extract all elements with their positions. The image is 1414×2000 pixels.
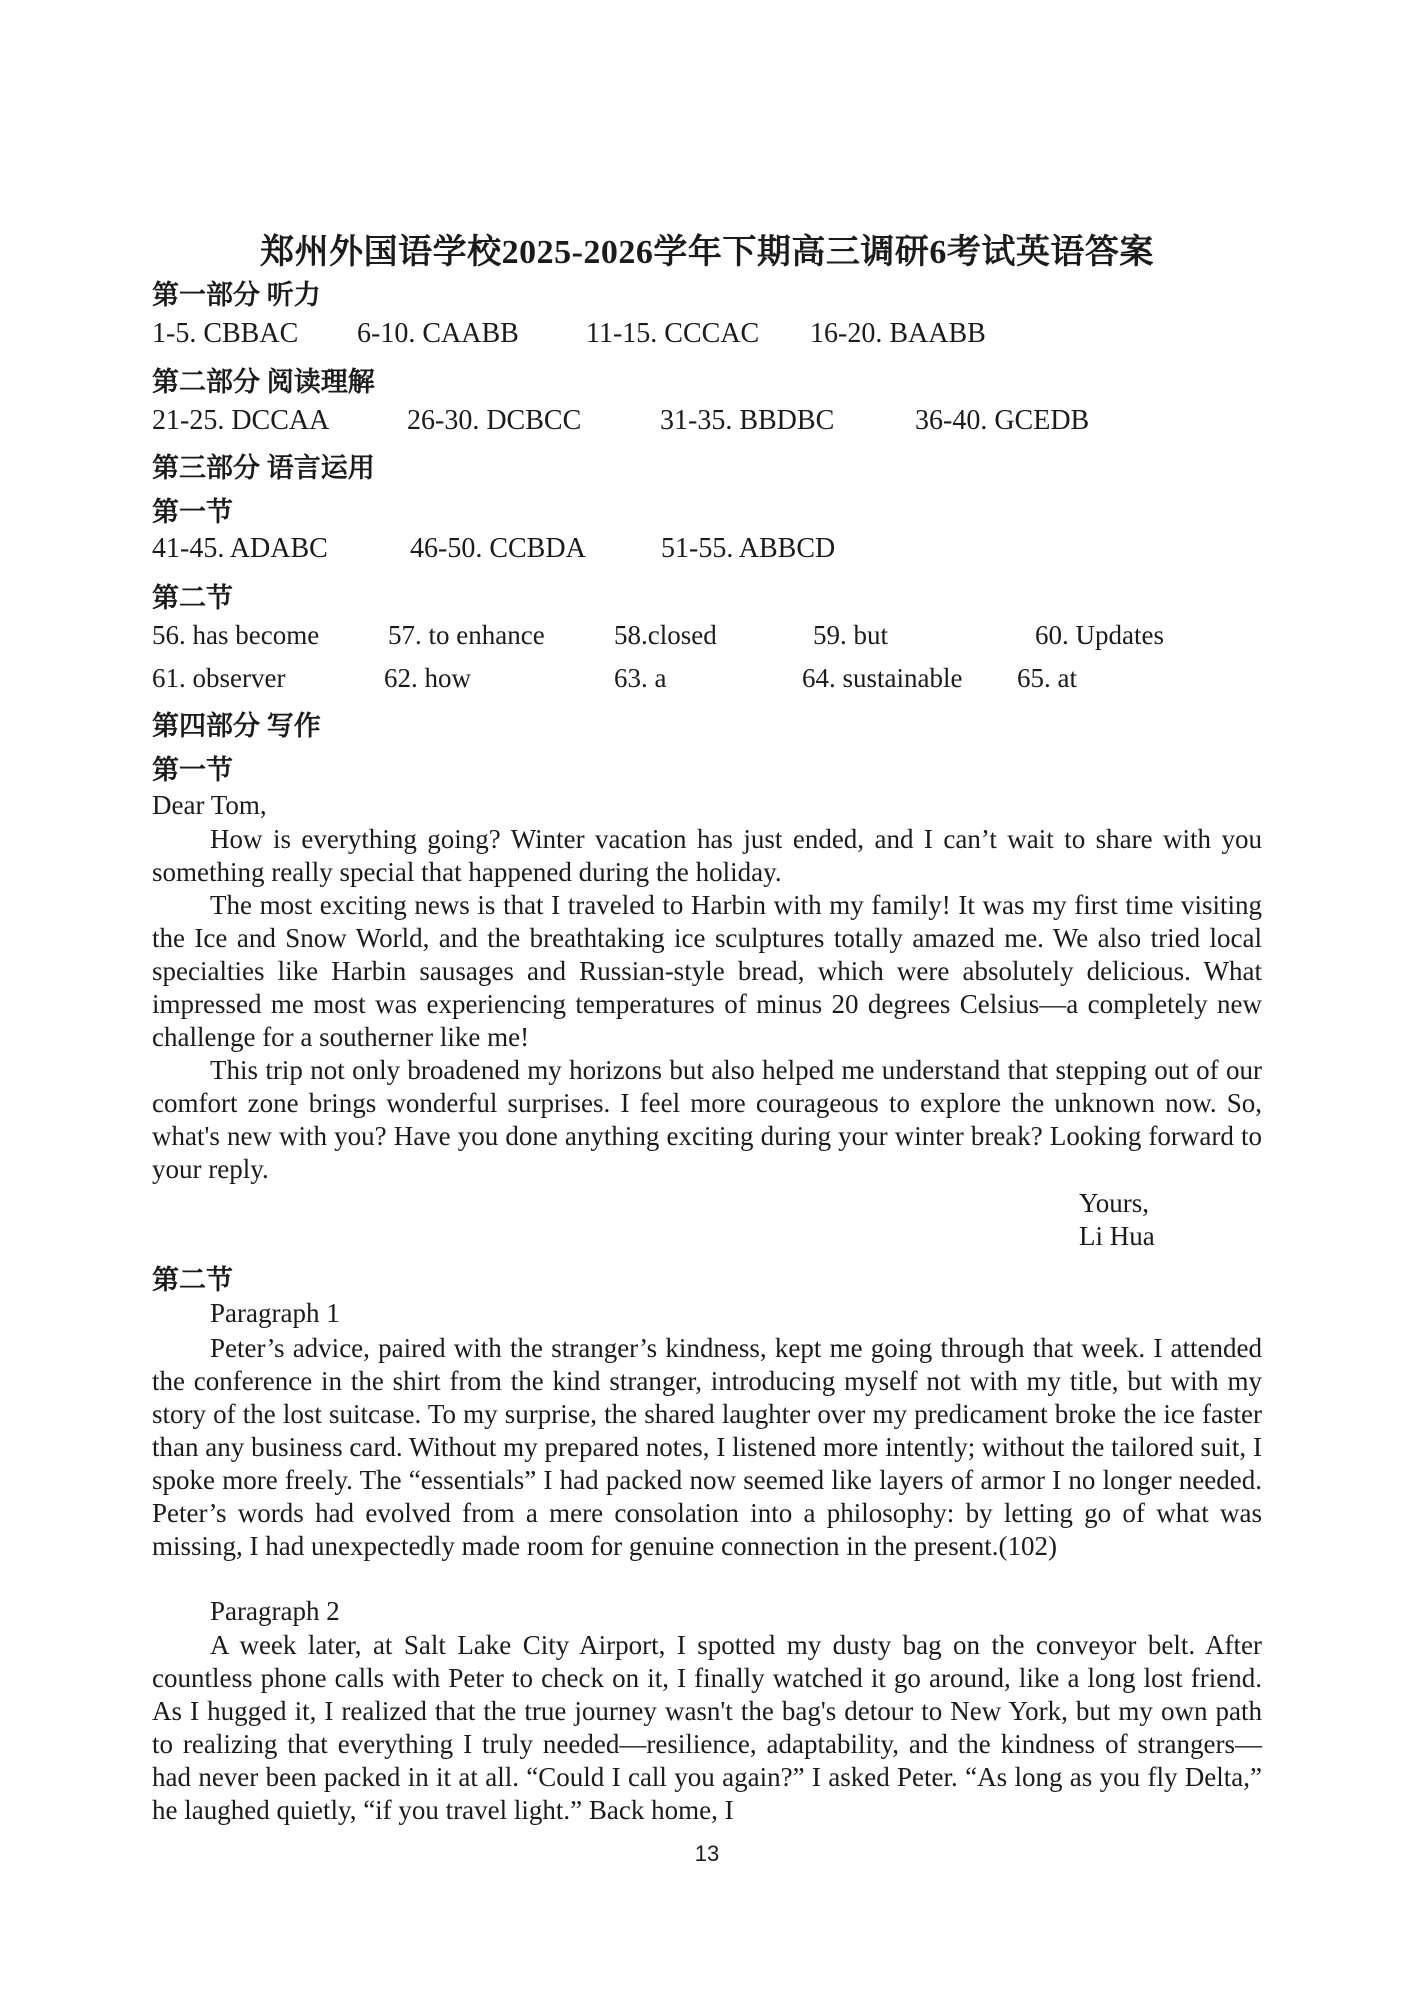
letter-paragraph: This trip not only broadened my horizons but also helped me understand that stepping out of our comfort zone brings wonderful surprises. I feel more courageous to explore the unknown now. So, what's new with you? Have you done anything exciting during your winter break? Looking forward to your reply.	[152, 1055, 1262, 1184]
part3-section2-heading: 第二节	[152, 583, 233, 613]
answer-group: 36-40. GCEDB	[915, 405, 1090, 436]
answer-item: 64. sustainable	[802, 663, 963, 693]
part1-heading: 第一部分 听力	[152, 280, 321, 310]
letter-paragraph: How is everything going? Winter vacation has just ended, and I can’t wait to share with you something really special that happened during the holiday.	[152, 824, 1262, 887]
answer-group: 26-30. DCBCC	[407, 405, 582, 436]
answer-group: 1-5. CBBAC	[152, 318, 299, 349]
answer-group: 41-45. ADABC	[152, 533, 328, 564]
answer-group: 51-55. ABBCD	[661, 533, 836, 564]
letter-signature: Li Hua	[1079, 1221, 1155, 1251]
letter-closing: Yours,	[1079, 1188, 1150, 1218]
page-title: 郑州外国语学校2025-2026学年下期高三调研6考试英语答案	[260, 234, 1154, 271]
answer-item: 60. Updates	[1035, 620, 1164, 650]
part4-heading: 第四部分 写作	[152, 711, 321, 741]
answer-group: 21-25. DCCAA	[152, 405, 330, 436]
paragraph-label: Paragraph 1	[210, 1298, 340, 1328]
answer-group: 46-50. CCBDA	[410, 533, 586, 564]
paragraph-label: Paragraph 2	[210, 1596, 340, 1626]
continuation-paragraph: Peter’s advice, paired with the stranger’s kindness, kept me going through that week. I attended the conference in the shirt from the kind stranger, introducing myself not with my title, but with my story of the lost suitcase. To my surprise, the shared laughter over my predicament broke the ice faster than any business card. Without my prepared notes, I listened more intently; without the tailored suit, I spoke more freely. The “essentials” I had packed now seemed like layers of armor I no longer needed. Peter’s words had evolved from a mere consolation into a philosophy: by letting go of what was missing, I had unexpectedly made room for genuine connection in the present.(102)	[152, 1333, 1262, 1561]
part3-heading: 第三部分 语言运用	[152, 453, 375, 483]
answer-item: 61. observer	[152, 663, 286, 693]
answer-item: 59. but	[813, 620, 889, 650]
answer-item: 58.closed	[614, 620, 717, 650]
page-number: 13	[694, 1841, 720, 1866]
answer-group: 6-10. CAABB	[357, 318, 519, 349]
part2-heading: 第二部分 阅读理解	[152, 367, 375, 397]
answer-item: 63. a	[614, 663, 667, 693]
answer-group: 11-15. CCCAC	[586, 318, 760, 349]
answer-group: 31-35. BBDBC	[660, 405, 835, 436]
answer-item: 57. to enhance	[388, 620, 545, 650]
answer-item: 56. has become	[152, 620, 320, 650]
part4-section2-heading: 第二节	[152, 1265, 233, 1295]
continuation-paragraph: A week later, at Salt Lake City Airport, I spotted my dusty bag on the conveyor belt. After countless phone calls with Peter to check on it, I finally watched it go around, like a long lost friend. As I hugged it, I realized that the true journey wasn't the bag's detour to New York, but my own path to realizing that everything I truly needed—resilience, adaptability, and the kindness of strangers—had never been packed in it at all. “Could I call you again?” I asked Peter. “As long as you fly Delta,” he laughed quietly, “if you travel light.” Back home, I	[152, 1630, 1262, 1825]
letter-salutation: Dear Tom,	[152, 790, 267, 820]
answer-item: 65. at	[1017, 663, 1077, 693]
part4-section1-heading: 第一节	[152, 755, 233, 785]
answer-group: 16-20. BAABB	[810, 318, 986, 349]
answer-item: 62. how	[384, 663, 471, 693]
letter-paragraph: The most exciting news is that I traveled to Harbin with my family! It was my first time visiting the Ice and Snow World, and the breathtaking ice sculptures totally amazed me. We also tried local specialties like Harbin sausages and Russian-style bread, which were absolutely delicious. What impressed me most was experiencing temperatures of minus 20 degrees Celsius—a completely new challenge for a southerner like me!	[152, 890, 1262, 1052]
part3-section1-heading: 第一节	[152, 497, 233, 527]
